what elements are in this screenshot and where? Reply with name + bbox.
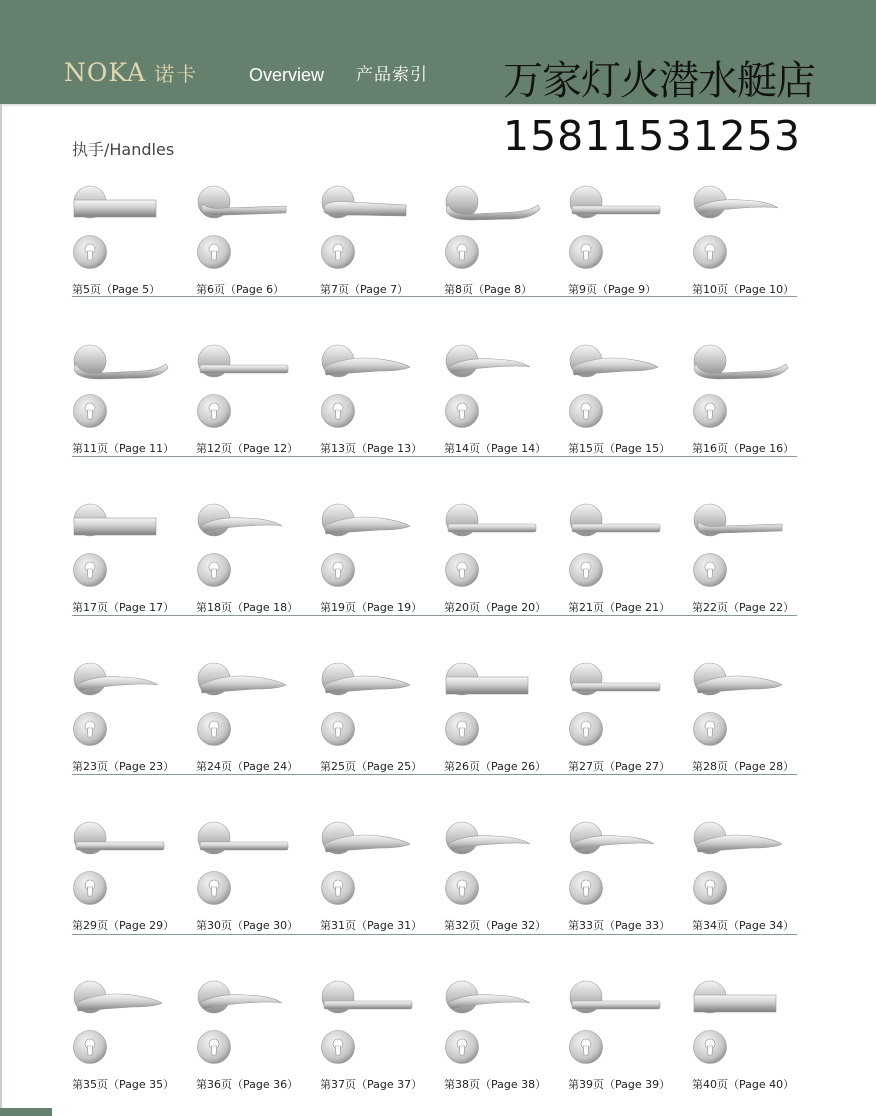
handle-item[interactable] (568, 182, 692, 302)
keyhole-escutcheon-image (72, 552, 108, 588)
brand-logo[interactable] (64, 58, 198, 89)
keyhole-escutcheon-image (692, 711, 728, 747)
handle-item[interactable] (72, 659, 196, 779)
handle-page-caption: 第23页（Page 23） (72, 760, 175, 773)
handle-lever-image (196, 818, 296, 862)
handle-lever-image (196, 500, 296, 544)
handle-item[interactable] (692, 182, 816, 302)
handle-page-caption: 第19页（Page 19） (320, 601, 423, 614)
handle-lever-image (444, 500, 544, 544)
keyhole-escutcheon-image (320, 234, 356, 270)
handle-lever-image (72, 977, 172, 1021)
handle-page-caption: 第14页（Page 14） (444, 442, 547, 455)
keyhole-escutcheon-image (196, 393, 232, 429)
handle-lever-image (72, 818, 172, 862)
nav-product-index-link[interactable]: 产品索引 (356, 65, 428, 85)
keyhole-escutcheon-image (196, 234, 232, 270)
handle-page-caption: 第12页（Page 12） (196, 442, 299, 455)
handle-lever-image (320, 341, 420, 385)
keyhole-escutcheon-image (72, 1029, 108, 1065)
handle-item[interactable] (72, 500, 196, 620)
handle-page-caption: 第38页（Page 38） (444, 1078, 547, 1091)
handle-lever-image (692, 341, 792, 385)
keyhole-escutcheon-image (568, 552, 604, 588)
handle-lever-image (568, 818, 668, 862)
handle-lever-image (72, 341, 172, 385)
handle-lever-image (692, 500, 792, 544)
handle-lever-image (568, 500, 668, 544)
handle-item[interactable] (444, 182, 568, 302)
handle-lever-image (72, 182, 172, 226)
handle-page-caption: 第13页（Page 13） (320, 442, 423, 455)
keyhole-escutcheon-image (196, 1029, 232, 1065)
keyhole-escutcheon-image (692, 1029, 728, 1065)
handle-page-caption: 第21页（Page 21） (568, 601, 671, 614)
handle-item[interactable] (320, 659, 444, 779)
handle-page-caption: 第28页（Page 28） (692, 760, 795, 773)
handle-page-caption: 第10页（Page 10） (692, 283, 795, 296)
left-border (0, 104, 2, 1116)
store-name: 万家灯火潜水艇店 (503, 58, 815, 104)
handle-item[interactable] (568, 659, 692, 779)
section-title: 执手/Handles (72, 140, 175, 159)
handle-item[interactable] (320, 182, 444, 302)
keyhole-escutcheon-image (72, 393, 108, 429)
keyhole-escutcheon-image (320, 552, 356, 588)
handle-lever-image (320, 659, 420, 703)
keyhole-escutcheon-image (320, 870, 356, 906)
handle-page-caption: 第36页（Page 36） (196, 1078, 299, 1091)
handle-lever-image (568, 977, 668, 1021)
handle-item[interactable] (444, 659, 568, 779)
handle-item[interactable] (320, 977, 444, 1097)
handle-lever-image (196, 977, 296, 1021)
row-divider (72, 296, 797, 297)
row-divider (72, 774, 797, 775)
handle-item[interactable] (692, 500, 816, 620)
handle-page-caption: 第7页（Page 7） (320, 283, 409, 296)
keyhole-escutcheon-image (444, 552, 480, 588)
nav-overview-link[interactable]: Overview (249, 65, 325, 85)
handle-item[interactable] (72, 977, 196, 1097)
handle-item[interactable] (692, 818, 816, 938)
handle-item[interactable] (692, 341, 816, 461)
handle-page-caption: 第16页（Page 16） (692, 442, 795, 455)
handle-item[interactable] (196, 500, 320, 620)
handle-page-caption: 第25页（Page 25） (320, 760, 423, 773)
handle-page-caption: 第39页（Page 39） (568, 1078, 671, 1091)
logo-text: NOKA (64, 58, 147, 87)
handle-page-caption: 第27页（Page 27） (568, 760, 671, 773)
handle-item[interactable] (196, 818, 320, 938)
handle-page-caption: 第17页（Page 17） (72, 601, 175, 614)
handle-page-caption: 第5页（Page 5） (72, 283, 161, 296)
keyhole-escutcheon-image (568, 1029, 604, 1065)
keyhole-escutcheon-image (196, 552, 232, 588)
handle-page-caption: 第22页（Page 22） (692, 601, 795, 614)
handle-item[interactable] (196, 977, 320, 1097)
handle-lever-image (72, 659, 172, 703)
keyhole-escutcheon-image (320, 711, 356, 747)
keyhole-escutcheon-image (444, 1029, 480, 1065)
keyhole-escutcheon-image (196, 711, 232, 747)
footer-mark (0, 1108, 52, 1116)
handle-page-caption: 第20页（Page 20） (444, 601, 547, 614)
handle-item[interactable] (72, 182, 196, 302)
handle-page-caption: 第34页（Page 34） (692, 919, 795, 932)
handle-lever-image (196, 182, 296, 226)
keyhole-escutcheon-image (444, 393, 480, 429)
handle-lever-image (320, 977, 420, 1021)
handle-lever-image (568, 659, 668, 703)
handle-lever-image (72, 500, 172, 544)
keyhole-escutcheon-image (72, 870, 108, 906)
handle-item[interactable] (444, 341, 568, 461)
keyhole-escutcheon-image (568, 393, 604, 429)
handle-item[interactable] (568, 818, 692, 938)
row-divider (72, 456, 797, 457)
handle-page-caption: 第40页（Page 40） (692, 1078, 795, 1091)
handle-page-caption: 第30页（Page 30） (196, 919, 299, 932)
handle-item[interactable] (320, 341, 444, 461)
keyhole-escutcheon-image (692, 552, 728, 588)
store-phone: 15811531253 (503, 112, 801, 160)
handle-lever-image (568, 341, 668, 385)
handle-item[interactable] (568, 977, 692, 1097)
keyhole-escutcheon-image (196, 870, 232, 906)
row-divider (72, 615, 797, 616)
handle-item[interactable] (692, 977, 816, 1097)
handle-page-caption: 第9页（Page 9） (568, 283, 657, 296)
handle-lever-image (320, 182, 420, 226)
keyhole-escutcheon-image (692, 234, 728, 270)
keyhole-escutcheon-image (320, 393, 356, 429)
keyhole-escutcheon-image (320, 1029, 356, 1065)
keyhole-escutcheon-image (568, 234, 604, 270)
handle-lever-image (320, 500, 420, 544)
keyhole-escutcheon-image (444, 711, 480, 747)
handle-page-caption: 第18页（Page 18） (196, 601, 299, 614)
handle-item[interactable] (72, 818, 196, 938)
keyhole-escutcheon-image (692, 870, 728, 906)
handle-page-caption: 第24页（Page 24） (196, 760, 299, 773)
handle-item[interactable] (692, 659, 816, 779)
handle-page-caption: 第15页（Page 15） (568, 442, 671, 455)
handle-page-caption: 第33页（Page 33） (568, 919, 671, 932)
handle-lever-image (444, 818, 544, 862)
handle-item[interactable] (320, 500, 444, 620)
handle-item[interactable] (196, 182, 320, 302)
handle-item[interactable] (568, 341, 692, 461)
logo-chinese: 诺卡 (154, 62, 199, 86)
keyhole-escutcheon-image (72, 711, 108, 747)
handle-item[interactable] (444, 977, 568, 1097)
handle-item[interactable] (444, 500, 568, 620)
handle-item[interactable] (320, 818, 444, 938)
handle-page-caption: 第6页（Page 6） (196, 283, 285, 296)
handle-page-caption: 第32页（Page 32） (444, 919, 547, 932)
handle-lever-image (692, 977, 792, 1021)
handle-page-caption: 第8页（Page 8） (444, 283, 533, 296)
keyhole-escutcheon-image (568, 711, 604, 747)
handle-lever-image (692, 182, 792, 226)
keyhole-escutcheon-image (444, 870, 480, 906)
handle-item[interactable] (196, 341, 320, 461)
keyhole-escutcheon-image (72, 234, 108, 270)
handle-page-caption: 第11页（Page 11） (72, 442, 175, 455)
handle-lever-image (568, 182, 668, 226)
handle-lever-image (320, 818, 420, 862)
handle-lever-image (444, 341, 544, 385)
handle-page-caption: 第37页（Page 37） (320, 1078, 423, 1091)
handle-item[interactable] (196, 659, 320, 779)
keyhole-escutcheon-image (568, 870, 604, 906)
handle-lever-image (692, 818, 792, 862)
handle-page-caption: 第29页（Page 29） (72, 919, 175, 932)
keyhole-escutcheon-image (692, 393, 728, 429)
handle-lever-image (444, 182, 544, 226)
handle-lever-image (444, 659, 544, 703)
handle-item[interactable] (444, 818, 568, 938)
handle-lever-image (444, 977, 544, 1021)
handle-lever-image (692, 659, 792, 703)
handle-page-caption: 第31页（Page 31） (320, 919, 423, 932)
keyhole-escutcheon-image (444, 234, 480, 270)
handle-item[interactable] (568, 500, 692, 620)
handle-item[interactable] (72, 341, 196, 461)
handle-lever-image (196, 341, 296, 385)
handle-page-caption: 第26页（Page 26） (444, 760, 547, 773)
handle-page-caption: 第35页（Page 35） (72, 1078, 175, 1091)
handle-lever-image (196, 659, 296, 703)
row-divider (72, 934, 797, 935)
